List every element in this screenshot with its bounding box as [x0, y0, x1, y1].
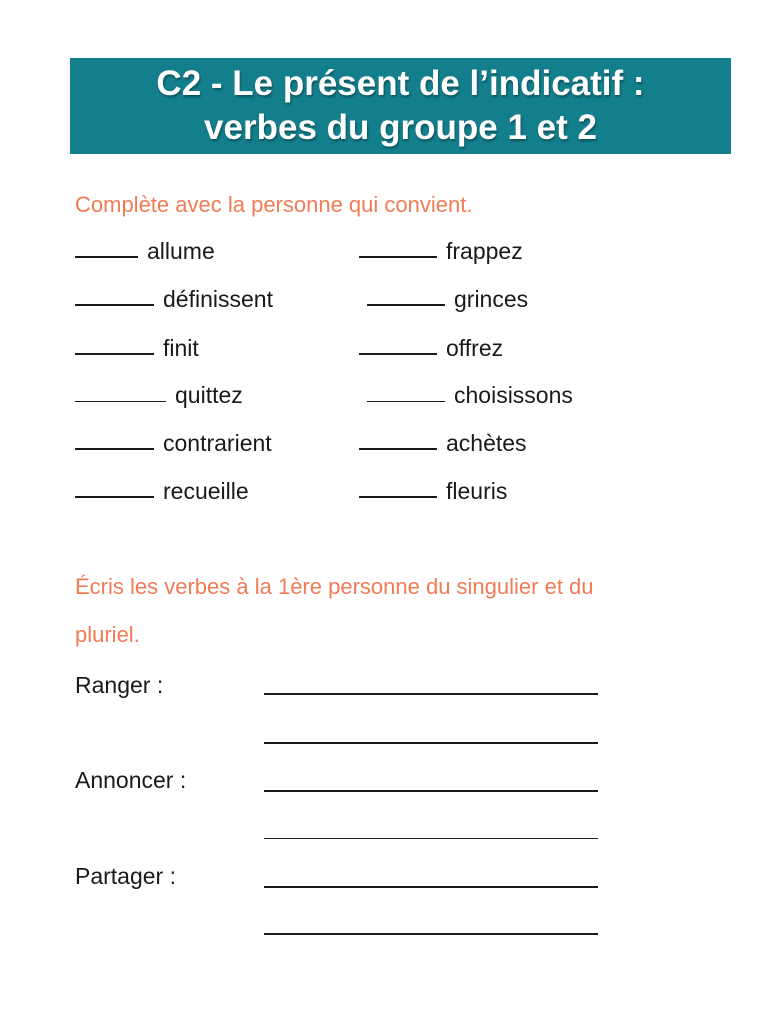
answer-blank[interactable]: [359, 448, 437, 450]
verb-form: définissent: [163, 286, 273, 312]
answer-line-plural[interactable]: [264, 933, 598, 935]
verb-form: frappez: [446, 238, 523, 264]
exercise1-item: [359, 335, 503, 361]
answer-blank[interactable]: [367, 401, 445, 402]
verb-form: grinces: [454, 286, 529, 312]
title-banner: [70, 58, 731, 154]
exercise2-instruction-line-1: Écris les verbes à la 1ère personne du singulier et du: [75, 574, 594, 599]
verb-form: recueille: [163, 478, 249, 504]
page-title-line-2: verbes du groupe 1 et 2: [204, 108, 597, 147]
verb-form: fleuris: [446, 478, 508, 504]
exercise1-item: [367, 382, 573, 408]
answer-line-plural[interactable]: [264, 742, 598, 744]
exercise1-item: [75, 335, 199, 361]
exercise1-item: [75, 430, 272, 456]
answer-blank[interactable]: [75, 401, 166, 402]
exercise1-item: [359, 430, 527, 456]
answer-blank[interactable]: [75, 496, 154, 498]
answer-blank[interactable]: [359, 496, 437, 498]
exercise1-item: [75, 286, 273, 312]
answer-line-plural[interactable]: [264, 838, 598, 839]
verb-form: finit: [163, 335, 199, 361]
verb-form: offrez: [446, 335, 504, 361]
answer-blank[interactable]: [75, 353, 154, 355]
verb-label-partager: Partager :: [75, 863, 176, 889]
verb-form: contrarient: [163, 430, 272, 456]
page-title-line-1: C2 - Le présent de l’indicatif :: [156, 64, 645, 103]
verb-form: quittez: [175, 382, 243, 408]
exercise1-item: [359, 238, 523, 264]
verb-form: choisissons: [454, 382, 573, 408]
answer-blank[interactable]: [75, 304, 154, 306]
answer-line-singular[interactable]: [264, 886, 598, 888]
exercise1-item: [359, 478, 507, 504]
answer-line-singular[interactable]: [264, 790, 598, 792]
exercise2-instruction-line-2: pluriel.: [75, 622, 140, 647]
exercise1-item: [75, 478, 249, 504]
exercise1-instruction: Complète avec la personne qui convient.: [75, 192, 473, 217]
exercise1-item: [75, 238, 215, 264]
verb-form: allume: [147, 238, 215, 264]
answer-blank[interactable]: [359, 256, 437, 258]
exercise1-item: [75, 382, 243, 408]
answer-blank[interactable]: [75, 256, 138, 258]
answer-blank[interactable]: [75, 448, 154, 450]
answer-blank[interactable]: [367, 304, 445, 306]
answer-blank[interactable]: [359, 353, 437, 355]
verb-label-ranger: Ranger :: [75, 672, 164, 698]
answer-line-singular[interactable]: [264, 693, 598, 695]
verb-label-annoncer: Annoncer :: [75, 767, 187, 793]
verb-form: achètes: [446, 430, 527, 456]
exercise1-item: [367, 286, 528, 312]
